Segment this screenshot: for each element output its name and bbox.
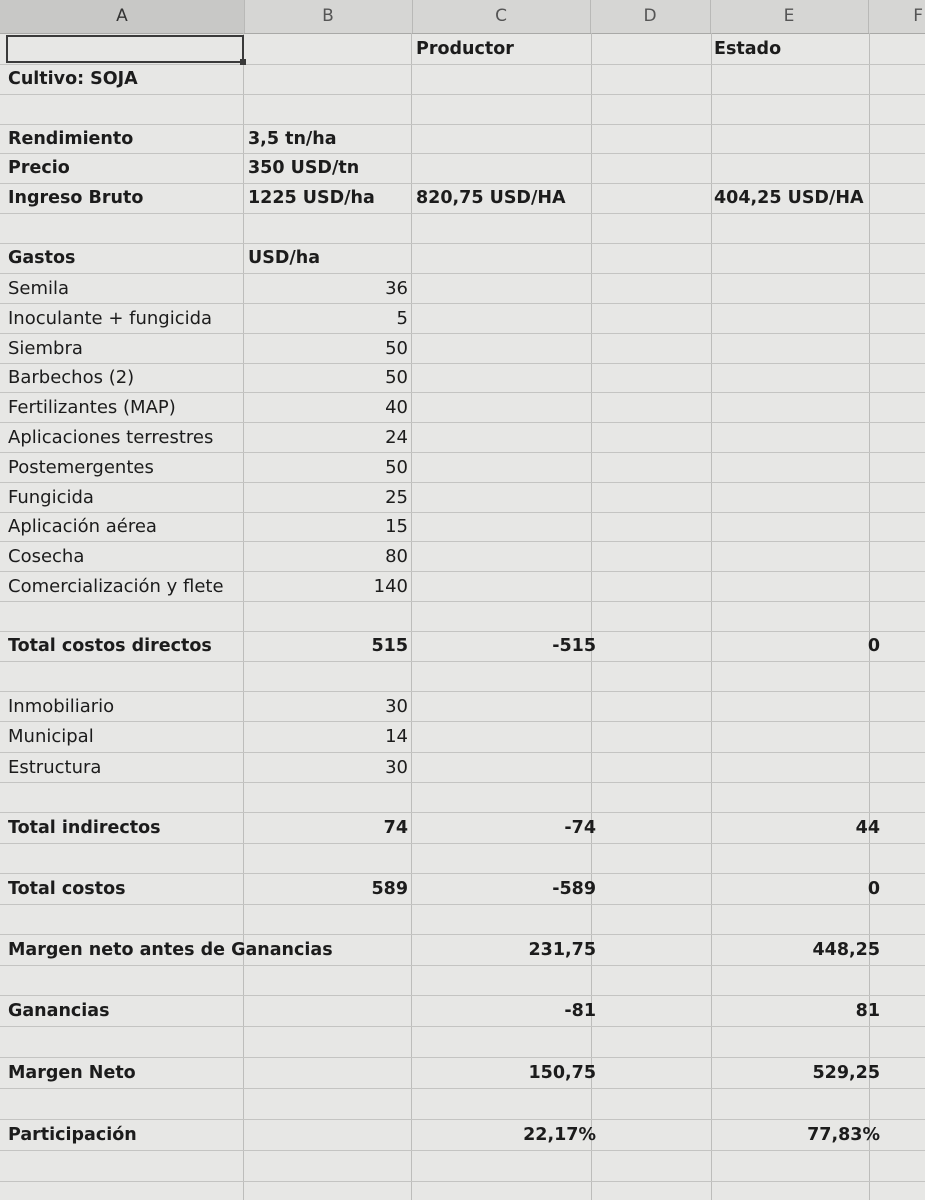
margen-bruto-estado[interactable]: 448,25 — [812, 939, 880, 960]
total-directos-row — [0, 631, 925, 662]
margen-bruto-productor[interactable]: 231,75 — [528, 939, 596, 960]
cost-value[interactable]: 50 — [385, 337, 408, 359]
sheet-row-8 — [0, 243, 925, 274]
total-indirectos-value[interactable]: 74 — [383, 817, 408, 838]
margen-neto-row — [0, 1057, 925, 1089]
ganancias-productor[interactable]: -81 — [564, 1000, 596, 1021]
table-row — [0, 422, 925, 453]
total-costos-label[interactable]: Total costos — [8, 878, 126, 899]
cost-value[interactable]: 140 — [373, 575, 408, 597]
cost-label[interactable]: Semila — [8, 277, 70, 299]
cultivo-label[interactable]: Cultivo: SOJA — [8, 69, 138, 89]
sheet-row-6 — [0, 183, 925, 214]
sheet-row-3 — [0, 94, 925, 125]
cost-label[interactable]: Aplicación aérea — [8, 516, 157, 537]
total-costos-value[interactable]: 589 — [371, 878, 408, 899]
header-estado[interactable]: Estado — [714, 38, 782, 59]
cost-value[interactable]: 5 — [396, 307, 408, 329]
sheet-row-empty — [0, 904, 925, 935]
ingreso-bruto-value[interactable]: 1225 USD/ha — [248, 188, 375, 208]
sheet-row-empty — [0, 1088, 925, 1120]
cost-value[interactable]: 80 — [385, 545, 408, 567]
ganancias-row — [0, 995, 925, 1027]
indirect-cost-label[interactable]: Inmobiliario — [8, 695, 115, 717]
cost-label[interactable]: Siembra — [8, 337, 83, 359]
column-header-c[interactable]: C — [412, 0, 591, 33]
sheet-row-5 — [0, 153, 925, 184]
cost-label[interactable]: Barbechos (2) — [8, 367, 135, 388]
total-costos-estado[interactable]: 0 — [867, 878, 880, 899]
margen-neto-label[interactable]: Margen Neto — [8, 1062, 136, 1083]
sheet-row-empty — [0, 1150, 925, 1182]
table-row — [0, 752, 925, 783]
rendimiento-value[interactable]: 3,5 tn/ha — [248, 128, 337, 149]
ganancias-label[interactable]: Ganancias — [8, 1000, 110, 1021]
table-row — [0, 273, 925, 304]
sheet-row-empty — [0, 843, 925, 874]
total-directos-estado[interactable]: 0 — [867, 636, 880, 656]
cost-label[interactable]: Postemergentes — [8, 456, 154, 478]
table-row — [0, 691, 925, 722]
gastos-unit[interactable]: USD/ha — [248, 248, 320, 268]
ingreso-bruto-productor[interactable]: 820,75 USD/HA — [416, 188, 566, 208]
cost-label[interactable]: Comercialización y flete — [8, 575, 224, 597]
participacion-label[interactable]: Participación — [8, 1124, 137, 1145]
ingreso-bruto-estado[interactable]: 404,25 USD/HA — [714, 188, 864, 208]
cost-label[interactable]: Inoculante + fungicida — [8, 307, 213, 329]
table-row — [0, 482, 925, 513]
cost-label[interactable]: Aplicaciones terrestres — [8, 426, 214, 448]
cost-label[interactable]: Cosecha — [8, 545, 85, 567]
total-costos-productor[interactable]: -589 — [552, 878, 596, 899]
sheet-row-empty — [0, 1181, 925, 1199]
table-row — [0, 392, 925, 423]
ganancias-estado[interactable]: 81 — [855, 1000, 880, 1021]
header-productor[interactable]: Productor — [416, 38, 514, 59]
sheet-row-empty — [0, 965, 925, 996]
table-row — [0, 571, 925, 602]
indirect-cost-value[interactable]: 30 — [385, 695, 408, 717]
active-cell-a1[interactable] — [6, 35, 244, 63]
ingreso-bruto-label[interactable]: Ingreso Bruto — [8, 188, 144, 208]
table-row — [0, 452, 925, 483]
indirect-cost-label[interactable]: Municipal — [8, 726, 94, 747]
total-costos-row — [0, 873, 925, 905]
participacion-productor[interactable]: 22,17% — [523, 1124, 596, 1145]
sheet-row-2 — [0, 64, 925, 95]
cost-value[interactable]: 24 — [385, 426, 408, 448]
cost-value[interactable]: 50 — [385, 367, 408, 388]
sheet-row-4 — [0, 124, 925, 154]
column-header-d[interactable]: D — [590, 0, 711, 33]
cost-value[interactable]: 40 — [385, 396, 408, 418]
sheet-row-empty — [0, 661, 925, 692]
gastos-label[interactable]: Gastos — [8, 248, 76, 268]
cost-value[interactable]: 36 — [385, 277, 408, 299]
total-directos-label[interactable]: Total costos directos — [8, 636, 212, 656]
column-header-a[interactable]: A — [0, 0, 245, 33]
rendimiento-label[interactable]: Rendimiento — [8, 128, 134, 149]
table-row — [0, 333, 925, 364]
margen-bruto-label[interactable]: Margen neto antes de Ganancias — [8, 939, 333, 960]
precio-label[interactable]: Precio — [8, 158, 70, 178]
cost-value[interactable]: 15 — [385, 516, 408, 537]
total-indirectos-estado[interactable]: 44 — [855, 817, 880, 838]
cost-label[interactable]: Fertilizantes (MAP) — [8, 396, 176, 418]
margen-neto-estado[interactable]: 529,25 — [812, 1062, 880, 1083]
table-row — [0, 363, 925, 393]
table-row — [0, 512, 925, 542]
sheet-row-1 — [0, 33, 925, 65]
participacion-row — [0, 1119, 925, 1151]
indirect-cost-value[interactable]: 30 — [385, 756, 408, 778]
total-indirectos-label[interactable]: Total indirectos — [8, 817, 161, 838]
cost-value[interactable]: 50 — [385, 456, 408, 478]
cost-label[interactable]: Fungicida — [8, 486, 94, 508]
sheet-row-empty — [0, 1026, 925, 1058]
column-header-b[interactable]: B — [244, 0, 413, 33]
margen-neto-productor[interactable]: 150,75 — [528, 1062, 596, 1083]
participacion-estado[interactable]: 77,83% — [807, 1124, 880, 1145]
margen-bruto-row — [0, 934, 925, 966]
sheet-row-empty — [0, 782, 925, 813]
column-header-row — [0, 0, 925, 34]
cost-value[interactable]: 25 — [385, 486, 408, 508]
column-header-e[interactable]: E — [710, 0, 869, 33]
column-header-f[interactable]: F — [913, 6, 923, 26]
total-directos-value[interactable]: 515 — [371, 636, 408, 656]
table-row — [0, 721, 925, 753]
table-row — [0, 541, 925, 572]
total-indirectos-row — [0, 812, 925, 844]
total-directos-productor[interactable]: -515 — [552, 636, 596, 656]
sheet-grid[interactable] — [0, 33, 925, 1200]
sheet-row-empty — [0, 601, 925, 632]
precio-value[interactable]: 350 USD/tn — [248, 158, 360, 178]
table-row — [0, 303, 925, 334]
indirect-cost-label[interactable]: Estructura — [8, 756, 102, 778]
sheet-row-7 — [0, 213, 925, 244]
total-indirectos-productor[interactable]: -74 — [564, 817, 596, 838]
indirect-cost-value[interactable]: 14 — [385, 726, 408, 747]
